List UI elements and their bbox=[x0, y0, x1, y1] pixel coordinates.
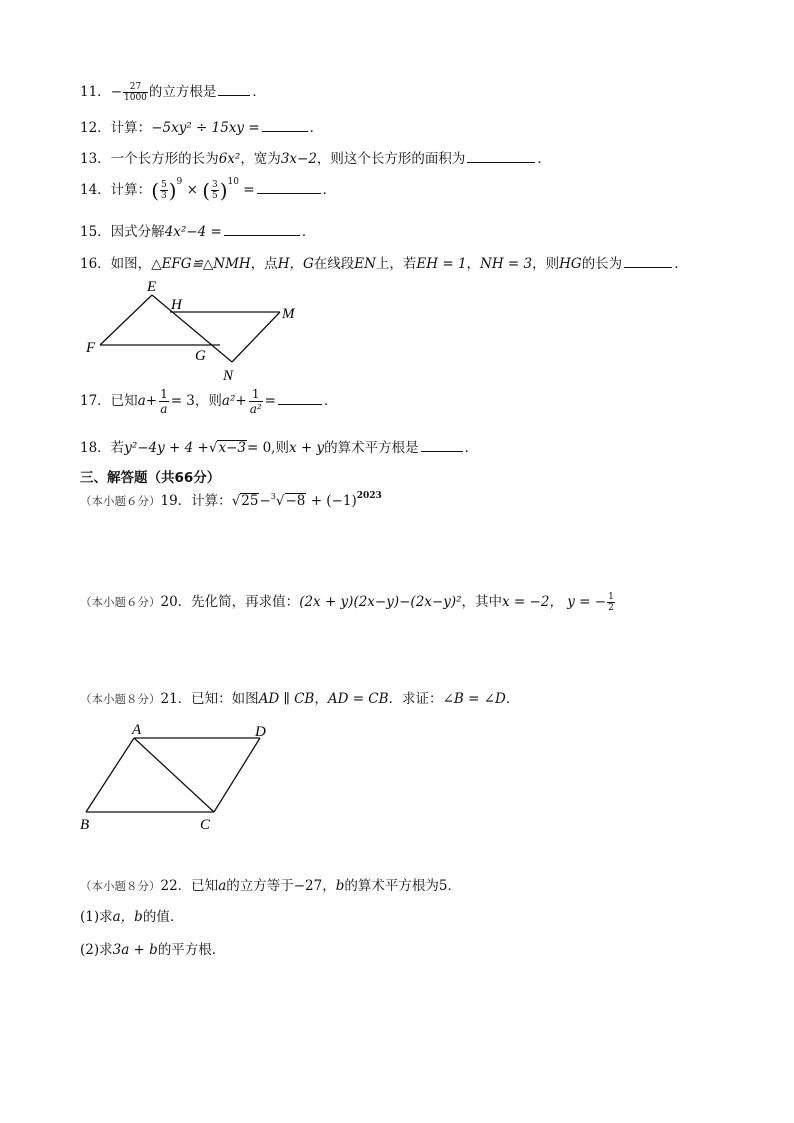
q17-t1: ，则 bbox=[194, 393, 222, 409]
q16-points: H，G bbox=[277, 256, 314, 272]
q16-congruence: △EFG≌△NMH bbox=[151, 256, 251, 272]
q13-number: 13．一个长方形的长为 bbox=[80, 151, 219, 167]
q20-x-value: x = −2， bbox=[502, 594, 563, 610]
label-f: F bbox=[86, 340, 96, 356]
q21-t1: ．求证： bbox=[388, 691, 443, 707]
q14-equals: = bbox=[243, 182, 255, 198]
q15-number: 15．因式分解 bbox=[80, 224, 165, 240]
q17-fraction-2 bbox=[249, 387, 263, 416]
q19-sqrt-sign: √ bbox=[231, 493, 241, 509]
q11-end: ． bbox=[252, 84, 266, 100]
q19-minus: − bbox=[259, 493, 271, 509]
q19-points: （本小题６分） bbox=[80, 494, 161, 508]
q18-x-plus-y: x + y bbox=[288, 440, 325, 456]
label-a: A bbox=[132, 722, 142, 738]
section-3-heading: 三、解答题（共66分） bbox=[80, 470, 221, 486]
question-20 bbox=[80, 592, 616, 613]
question-12 bbox=[80, 118, 323, 137]
q17-a: a bbox=[137, 393, 146, 409]
question-22-part-2 bbox=[80, 941, 225, 959]
q14-fraction-1 bbox=[160, 180, 168, 201]
q14-fraction-2 bbox=[211, 180, 219, 201]
figure-16-triangles bbox=[80, 278, 320, 388]
q20-y-den: 2 bbox=[608, 603, 614, 613]
q17-eq3: = 3 bbox=[170, 393, 195, 409]
q11-text: 的立方根是 bbox=[148, 84, 217, 100]
q17-plus2: + bbox=[235, 393, 247, 409]
q20-points: （本小题６分） bbox=[80, 595, 161, 609]
q20-number: 20．先化简，再求值： bbox=[160, 594, 300, 610]
q18-end: ． bbox=[464, 440, 479, 456]
q11-neg: − bbox=[110, 84, 122, 100]
q17-answer-blank[interactable] bbox=[278, 391, 322, 405]
q19-radicand-1: 25 bbox=[241, 493, 259, 509]
q17-number: 17．已知 bbox=[80, 393, 138, 409]
q16-t5: 的长为 bbox=[581, 256, 623, 272]
q19-root-index: 3 bbox=[270, 492, 276, 501]
q16-end: ． bbox=[674, 256, 688, 272]
q18-radicand: x−3 bbox=[218, 440, 246, 456]
segment-en bbox=[152, 295, 232, 362]
q15-end: ． bbox=[301, 224, 316, 240]
q14-end: ． bbox=[322, 182, 337, 198]
q19-number: 19．计算： bbox=[160, 493, 232, 509]
q18-expression-1: y²−4y + 4 + bbox=[124, 440, 209, 456]
q16-t3: 上，若 bbox=[375, 256, 417, 272]
q13-length: 6x² bbox=[218, 151, 241, 167]
q17-plus: + bbox=[145, 393, 158, 409]
q22-1-text: 的值． bbox=[142, 909, 184, 925]
segment-mn bbox=[232, 312, 280, 362]
q16-hg: HG bbox=[559, 256, 582, 272]
q19-tail: + (−1) bbox=[310, 493, 357, 509]
segment-dc bbox=[214, 738, 260, 812]
q12-expression: −5xy² ÷ 15xy = bbox=[151, 120, 260, 136]
q21-number: 21．已知：如图 bbox=[160, 691, 259, 707]
label-b: B bbox=[80, 817, 90, 833]
q14-f2-den: 5 bbox=[212, 191, 218, 201]
label-g: G bbox=[195, 348, 206, 364]
q19-radicand-2: −8 bbox=[285, 493, 306, 509]
segment-ac bbox=[134, 738, 214, 812]
q16-nh: NH = 3 bbox=[480, 256, 533, 272]
q17-end: ． bbox=[323, 393, 338, 409]
q12-number: 12．计算： bbox=[80, 120, 152, 136]
q13-end: ． bbox=[537, 151, 551, 167]
q22-v1: −27 bbox=[293, 878, 323, 894]
q17-equals: = bbox=[264, 393, 276, 409]
q14-exponent-2: 10 bbox=[227, 177, 239, 187]
q16-t2: 在线段 bbox=[313, 256, 355, 272]
q16-t4: ，则 bbox=[532, 256, 560, 272]
q16-comma: ， bbox=[466, 256, 481, 272]
label-e: E bbox=[147, 279, 157, 295]
q14-paren-close-2: ) bbox=[219, 178, 228, 203]
q22-points: （本小题８分） bbox=[80, 879, 161, 893]
q17-f2-num: 1 bbox=[249, 387, 263, 402]
q14-number: 14．计算： bbox=[80, 182, 152, 198]
q22-end: ． bbox=[447, 878, 461, 894]
q17-a2: a² bbox=[221, 393, 236, 409]
q13-width: 3x−2 bbox=[280, 151, 317, 167]
q11-fraction bbox=[123, 82, 148, 103]
q11-number: 11． bbox=[80, 84, 111, 100]
q16-answer-blank[interactable] bbox=[624, 254, 672, 268]
q13-mid: ，宽为 bbox=[240, 151, 281, 167]
q21-equal-sides: AD = CB bbox=[327, 691, 389, 707]
q15-expression: 4x²−4 = bbox=[164, 224, 222, 240]
q18-expression-2: = 0, bbox=[246, 440, 276, 456]
q14-paren-open-1: ( bbox=[151, 178, 159, 203]
q21-points: （本小题８分） bbox=[80, 692, 161, 706]
q17-fraction-1 bbox=[159, 387, 169, 416]
q14-paren-close-1: ) bbox=[168, 178, 177, 203]
q18-number: 18．若 bbox=[80, 440, 125, 456]
q20-expression: (2x + y)(2x−y)−(2x−y)² bbox=[299, 594, 462, 610]
q20-y-num: 1 bbox=[608, 592, 614, 602]
q14-f1-num: 5 bbox=[161, 180, 167, 190]
q21-end: ． bbox=[505, 691, 520, 707]
q12-answer-blank[interactable] bbox=[262, 118, 308, 132]
q18-t1: 则 bbox=[275, 440, 289, 456]
q22-2-number: (2)求 bbox=[80, 942, 113, 958]
label-m: M bbox=[282, 306, 295, 322]
question-22-part-1 bbox=[80, 908, 183, 926]
q18-sqrt-sign: √ bbox=[208, 440, 218, 456]
q11-frac-den: 1000 bbox=[124, 93, 147, 103]
q22-number: 22．已知 bbox=[160, 878, 219, 894]
q22-comma: ， bbox=[322, 878, 336, 894]
q22-1-number: (1)求 bbox=[80, 909, 113, 925]
q18-answer-blank[interactable] bbox=[421, 438, 463, 452]
label-h: H bbox=[171, 297, 182, 313]
question-11 bbox=[80, 82, 266, 103]
q16-eh: EH = 1 bbox=[416, 256, 467, 272]
q12-end: ． bbox=[309, 120, 324, 136]
label-n: N bbox=[223, 368, 234, 384]
q17-f1-num: 1 bbox=[160, 387, 168, 401]
figure-21-parallelogram bbox=[76, 718, 286, 838]
q20-t1: ，其中 bbox=[461, 594, 503, 610]
q16-t1: ，点 bbox=[250, 256, 278, 272]
q22-2-expression: 3a + b bbox=[112, 942, 158, 958]
question-17 bbox=[80, 387, 337, 421]
q22-a: a bbox=[218, 878, 227, 894]
question-21 bbox=[80, 690, 519, 708]
q22-t2: 的算术平方根为 bbox=[344, 878, 439, 894]
q19-exponent: 2023 bbox=[356, 491, 382, 501]
q22-2-text: 的平方根． bbox=[157, 942, 226, 958]
q14-paren-open-2: ( bbox=[202, 178, 210, 203]
q18-t2: 的算术平方根是 bbox=[324, 440, 419, 456]
q17-f1-den: a bbox=[160, 402, 168, 416]
question-18 bbox=[80, 438, 478, 457]
question-19 bbox=[80, 492, 382, 510]
label-d: D bbox=[255, 724, 266, 740]
q22-v2: 5 bbox=[438, 878, 448, 894]
question-22 bbox=[80, 877, 461, 895]
q13-tail: ，则这个长方形的面积为 bbox=[316, 151, 466, 167]
q21-angles: ∠B = ∠D bbox=[442, 691, 506, 707]
q19-cbrt-sign: √ bbox=[275, 493, 285, 509]
q21-comma: ， bbox=[314, 691, 328, 707]
question-14 bbox=[80, 177, 337, 210]
segment-ef bbox=[100, 295, 152, 345]
q22-b: b bbox=[335, 878, 345, 894]
q16-segment: EN bbox=[354, 256, 376, 272]
q14-answer-blank[interactable] bbox=[257, 180, 321, 194]
question-13 bbox=[80, 149, 551, 168]
q13-answer-blank[interactable] bbox=[467, 149, 535, 163]
q14-f1-den: 3 bbox=[161, 191, 167, 201]
question-16 bbox=[80, 254, 688, 273]
q11-frac-num: 27 bbox=[123, 82, 148, 93]
q11-answer-blank[interactable] bbox=[218, 82, 250, 96]
q14-f2-num: 3 bbox=[212, 180, 218, 190]
q14-exponent-1: 9 bbox=[176, 177, 183, 187]
label-c: C bbox=[200, 817, 211, 833]
q14-times: × bbox=[186, 182, 198, 198]
question-15 bbox=[80, 222, 315, 241]
q22-t1: 的立方等于 bbox=[226, 878, 294, 894]
q16-number: 16．如图， bbox=[80, 256, 152, 272]
q22-1-ab: a，b bbox=[112, 909, 143, 925]
q15-answer-blank[interactable] bbox=[224, 222, 300, 236]
q17-f2-den: a² bbox=[249, 402, 262, 416]
q20-y-fraction bbox=[607, 592, 615, 613]
q20-y-value: y = − bbox=[567, 594, 607, 610]
q21-parallel: AD ∥ CB bbox=[258, 691, 315, 707]
segment-ab bbox=[86, 738, 134, 812]
